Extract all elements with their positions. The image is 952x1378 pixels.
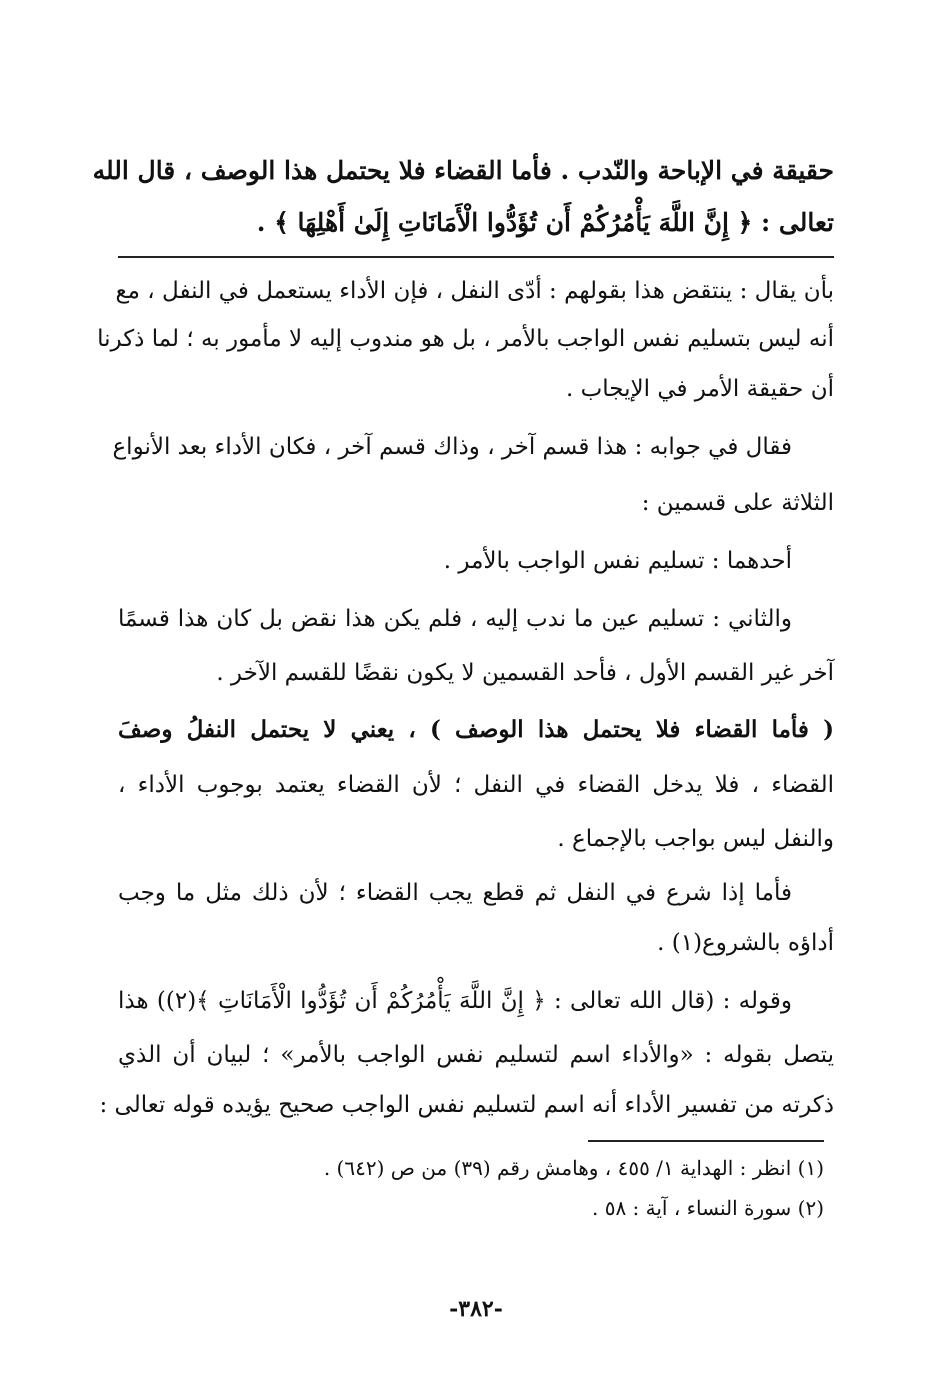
- sharh-line: ( فأما القضاء فلا يحتمل هذا الوصف ) ، يعني لا يحتمل النفلُ وصفَ: [118, 716, 834, 743]
- sharh-line: آخر غير القسم الأول ، فأحد القسمين لا يكون نقضًا للقسم الآخر .: [216, 660, 834, 686]
- sharh-line: أحدهما : تسليم نفس الواجب بالأمر .: [443, 548, 792, 574]
- sharh-line: والنفل ليس بواجب بالإجماع .: [557, 826, 834, 852]
- sharh-line: أن حقيقة الأمر في الإيجاب .: [565, 376, 834, 402]
- sharh-line: بأن يقال : ينتقض هذا بقولهم : أدّى النفل ، فإن الأداء يستعمل في النفل ، مع: [115, 278, 834, 304]
- sharh-line: والثاني : تسليم عين ما ندب إليه ، فلم يكن هذا نقض بل كان هذا قسمًا: [118, 606, 792, 632]
- sharh-line: ذكرته من تفسير الأداء أنه اسم لتسليم نفس الواجب صحيح يؤيده قوله تعالى :: [99, 1092, 834, 1118]
- footnote: (١) انظر : الهداية ١/ ٤٥٥ ، وهامش رقم (٣٩) من ص (٦٤٢) .: [323, 1156, 824, 1180]
- sharh-line: أداؤه بالشروع(١) .: [657, 930, 834, 956]
- sharh-line: الثلاثة على قسمين :: [641, 490, 834, 516]
- footnote-separator-rule: [588, 1140, 824, 1142]
- sharh-line: يتصل بقوله : «والأداء اسم لتسليم نفس الواجب بالأمر» ؛ لبيان أن الذي: [118, 1042, 834, 1068]
- page-number: -٣٨٢-: [449, 1296, 503, 1322]
- sharh-line: وقوله : (قال الله تعالى : ﴿ إِنَّ اللَّهَ يَأْمُرُكُمْ أَن تُؤَدُّوا الْأَمَانَاتِ ﴾(٢)) هذا: [118, 988, 792, 1014]
- sharh-line: القضاء ، فلا يدخل القضاء في النفل ؛ لأن القضاء يعتمد بوجوب الأداء ،: [118, 772, 834, 798]
- sharh-line: فأما إذا شرع في النفل ثم قطع يجب القضاء ؛ لأن ذلك مثل ما وجب: [118, 880, 792, 906]
- matn-line-2: تعالى : ﴿ إِنَّ اللَّهَ يَأْمُرُكُمْ أَن تُؤَدُّوا الْأَمَانَاتِ إِلَىٰ أَهْلِهَا ﴾ .: [256, 208, 834, 237]
- sharh-line: فقال في جوابه : هذا قسم آخر ، وذاك قسم آخر ، فكان الأداء بعد الأنواع: [112, 434, 792, 460]
- footnote: (٢) سورة النساء ، آية : ٥٨ .: [591, 1196, 824, 1220]
- matn-separator-rule: [118, 256, 834, 258]
- matn-line-1: حقيقة في الإباحة والنّدب . فأما القضاء فلا يحتمل هذا الوصف ، قال الله: [92, 156, 834, 185]
- sharh-line: أنه ليس بتسليم نفس الواجب بالأمر ، بل هو مندوب إليه لا مأمور به ؛ لما ذكرنا: [97, 326, 834, 352]
